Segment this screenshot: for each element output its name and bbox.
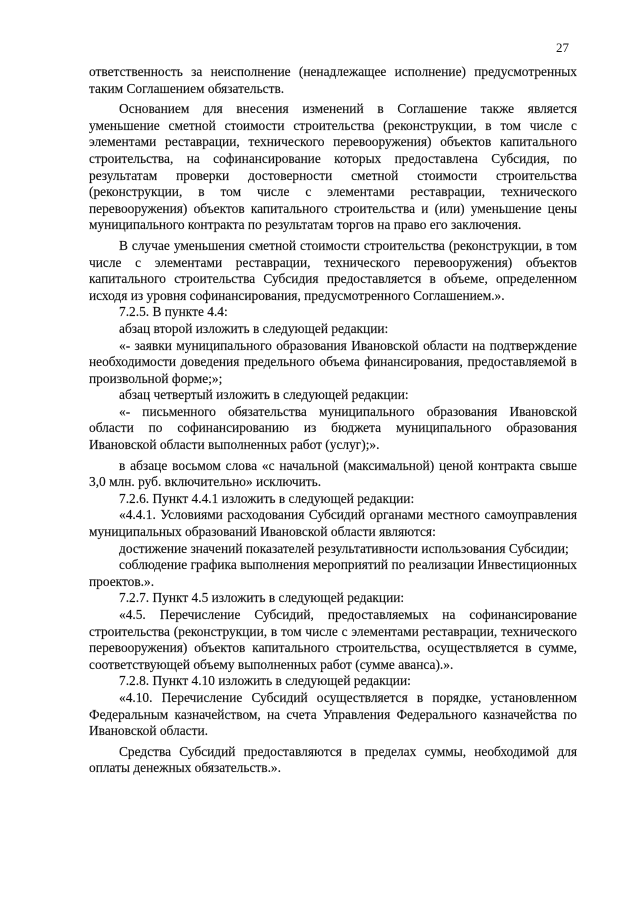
paragraph: В случае уменьшения сметной стоимости строительства (реконструкции, в том числе с элементами реставрации, технического перевооружения) объектов капитального строительства Субсидия предоставляется в объеме, определенном исходя из уровня софинансирования, предусмотренного Соглашением.».	[89, 237, 577, 303]
paragraph: 7.2.7. Пункт 4.5 изложить в следующей редакции:	[119, 590, 405, 606]
paragraph: «- письменного обязательства муниципального образования Ивановской области по софинансированию из бюджета муниципального образования Ивановской области выполненных работ (услуг);».	[89, 403, 577, 453]
paragraph: ответственность за неисполнение (ненадлежащее исполнение) предусмотренных таким Соглашением обязательств.	[89, 64, 577, 96]
paragraph: в абзаце восьмом слова «с начальной (максимальной) ценой контракта свыше 3,0 млн. руб. включительно» исключить.	[89, 457, 577, 490]
paragraph: 7.2.6. Пункт 4.4.1 изложить в следующей редакции:	[119, 490, 415, 506]
paragraph: «4.10. Перечисление Субсидий осуществляется в порядке, установленном Федеральным казначейством, на счета Управления Федерального казначейства по Ивановской области.	[89, 689, 577, 739]
paragraph: соблюдение графика выполнения мероприятий по реализации Инвестиционных проектов.».	[89, 557, 577, 589]
paragraph: «- заявки муниципального образования Ивановской области на подтверждение необходимости доведения предельного объема финансирования, предоставляемой в произвольной форме;»;	[89, 337, 577, 386]
paragraph: достижение значений показателей результативности использования Субсидии;	[119, 540, 569, 556]
page-number: 27	[556, 40, 569, 55]
paragraph: абзац четвертый изложить в следующей редакции:	[119, 387, 409, 403]
paragraph: «4.5. Перечисление Субсидий, предоставляемых на софинансирование строительства (реконструкции, в том числе с элементами реставрации, технического перевооружения) объектов капитального строительства, осуществляется в сумме, соответствующей объему выполненных работ (сумме аванса).».	[89, 607, 577, 672]
paragraph: 7.2.5. В пункте 4.4:	[119, 304, 228, 320]
paragraph: 7.2.8. Пункт 4.10 изложить в следующей редакции:	[119, 673, 411, 689]
paragraph: Основанием для внесения изменений в Соглашение также является уменьшение сметной стоимости строительства (реконструкции, в том числе с элементами реставрации, технического перевооружения) объектов капитального строительства, на софинансирование которых предоставлена Субсидия, по результатам проверки достоверности сметной стоимости строительства (реконструкции, в том числе с элементами реставрации, технического перевооружения) объектов капитального строительства и (или) уменьшение цены муниципального контракта по результатам торгов на право его заключения.	[89, 101, 577, 233]
paragraph: Средства Субсидий предоставляются в пределах суммы, необходимой для оплаты денежных обязательств.».	[89, 743, 577, 776]
paragraph: абзац второй изложить в следующей редакции:	[119, 320, 389, 336]
paragraph: «4.4.1. Условиями расходования Субсидий органами местного самоуправления муниципальных образований Ивановской области являются:	[89, 507, 577, 540]
document-body	[89, 64, 577, 777]
